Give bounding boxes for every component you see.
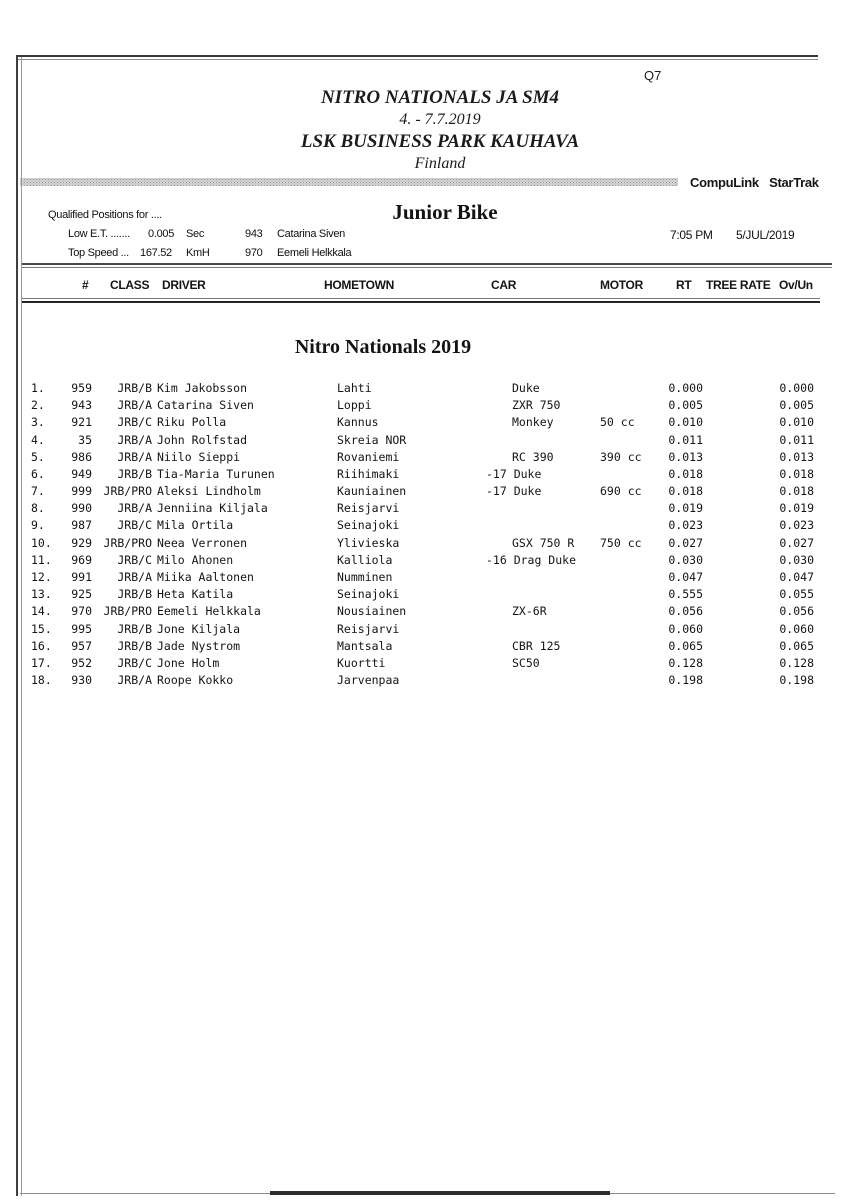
cell-rt: 0.198 xyxy=(668,673,703,688)
cell-ov-un: 0.013 xyxy=(779,449,814,464)
cell-driver: Miika Aaltonen xyxy=(157,569,254,584)
cell-rt: 0.056 xyxy=(668,604,703,619)
cell-class: JRB/C xyxy=(117,655,152,670)
low-et-unit: Sec xyxy=(186,228,205,240)
cell-car: RC 390 xyxy=(512,449,554,464)
cell-hometown: Seinajoki xyxy=(337,518,400,533)
cell-driver: Jade Nystrom xyxy=(157,638,241,653)
cell-rt: 0.023 xyxy=(668,518,703,533)
cell-position: 14. xyxy=(31,604,52,619)
cell-position: 13. xyxy=(31,587,52,602)
cell-hometown: Kauniainen xyxy=(337,484,407,499)
cell-hometown: Rovaniemi xyxy=(337,449,400,464)
cell-rt: 0.555 xyxy=(668,587,703,602)
table-row xyxy=(0,450,848,467)
col-header-class: CLASS xyxy=(110,278,150,292)
cell-class: JRB/PRO xyxy=(103,604,152,619)
cell-hometown: Ylivieska xyxy=(337,535,400,550)
cell-number: 925 xyxy=(71,587,92,602)
cell-ov-un: 0.027 xyxy=(779,535,814,550)
session-date: 5/JUL/2019 xyxy=(736,228,795,242)
cell-class: JRB/A xyxy=(117,569,152,584)
cell-ov-un: 0.010 xyxy=(779,415,814,430)
event-dates: 4. - 7.7.2019 xyxy=(399,111,481,128)
cell-ov-un: 0.047 xyxy=(779,569,814,584)
cell-ov-un: 0.018 xyxy=(779,484,814,499)
low-et-holder-name: Catarina Siven xyxy=(277,228,345,240)
low-et-label: Low E.T. ....... xyxy=(68,228,130,240)
cell-rt: 0.018 xyxy=(668,466,703,481)
cell-driver: Roope Kokko xyxy=(157,673,234,688)
cell-ov-un: 0.019 xyxy=(779,501,814,516)
cell-hometown: Reisjarvi xyxy=(337,621,400,636)
cell-position: 15. xyxy=(31,621,52,636)
cell-motor: 750 cc xyxy=(600,535,642,550)
cell-driver: Jone Holm xyxy=(157,655,220,670)
cell-hometown: Riihimaki xyxy=(337,466,400,481)
cell-car: Monkey xyxy=(512,415,554,430)
cell-class: JRB/C xyxy=(117,552,152,567)
cell-driver: Catarina Siven xyxy=(157,398,254,413)
cell-car: -17 Duke xyxy=(486,484,542,499)
cell-car: ZXR 750 xyxy=(512,398,561,413)
cell-driver: Mila Ortila xyxy=(157,518,234,533)
cell-car: GSX 750 R xyxy=(512,535,575,550)
cell-driver: Jenniina Kiljala xyxy=(157,501,268,516)
cell-ov-un: 0.000 xyxy=(779,381,814,395)
table-row xyxy=(0,656,848,673)
cell-number: 986 xyxy=(71,449,92,464)
cell-ov-un: 0.060 xyxy=(779,621,814,636)
cell-ov-un: 0.030 xyxy=(779,552,814,567)
cell-class: JRB/PRO xyxy=(103,535,152,550)
event-title: NITRO NATIONALS JA SM4 xyxy=(320,87,560,108)
cell-hometown: Nousiainen xyxy=(337,604,407,619)
cell-rt: 0.018 xyxy=(668,484,703,499)
cell-position: 8. xyxy=(31,501,45,516)
cell-driver: Riku Polla xyxy=(157,415,227,430)
cell-class: JRB/B xyxy=(117,621,152,636)
cell-hometown: Skreia NOR xyxy=(337,432,407,447)
cell-number: 999 xyxy=(71,484,92,499)
cell-class: JRB/A xyxy=(117,673,152,688)
top-speed-holder-name: Eemeli Helkkala xyxy=(277,247,352,259)
cell-ov-un: 0.023 xyxy=(779,518,814,533)
cell-hometown: Kalliola xyxy=(337,552,393,567)
cell-ov-un: 0.011 xyxy=(779,432,814,447)
cell-ov-un: 0.198 xyxy=(779,673,814,688)
cell-hometown: Reisjarvi xyxy=(337,501,400,516)
class-title: Junior Bike xyxy=(392,200,498,224)
cell-number: 930 xyxy=(71,673,92,688)
cell-driver: Niilo Sieppi xyxy=(157,449,241,464)
cell-class: JRB/C xyxy=(117,518,152,533)
table-row xyxy=(0,398,848,415)
cell-driver: Aleksi Lindholm xyxy=(157,484,261,499)
cell-hometown: Numminen xyxy=(337,569,393,584)
cell-position: 7. xyxy=(31,484,45,499)
cell-motor: 390 cc xyxy=(600,449,642,464)
cell-class: JRB/C xyxy=(117,415,152,430)
cell-car: ZX-6R xyxy=(512,604,547,619)
cell-position: 17. xyxy=(31,655,52,670)
cell-number: 929 xyxy=(71,535,92,550)
page-bottom-rule-thick xyxy=(270,1191,610,1195)
table-row xyxy=(0,536,848,553)
cell-rt: 0.065 xyxy=(668,638,703,653)
col-header-ov-un: Ov/Un xyxy=(779,278,813,292)
page-top-border-outer xyxy=(18,55,818,57)
cell-number: 995 xyxy=(71,621,92,636)
cell-rt: 0.047 xyxy=(668,569,703,584)
cell-ov-un: 0.018 xyxy=(779,466,814,481)
cell-hometown: Loppi xyxy=(337,398,372,413)
table-row xyxy=(0,639,848,656)
table-row xyxy=(0,501,848,518)
cell-rt: 0.013 xyxy=(668,449,703,464)
cell-rt: 0.005 xyxy=(668,398,703,413)
cell-car: CBR 125 xyxy=(512,638,561,653)
cell-rt: 0.010 xyxy=(668,415,703,430)
table-row xyxy=(0,570,848,587)
cell-number: 957 xyxy=(71,638,92,653)
cell-driver: Jone Kiljala xyxy=(157,621,241,636)
cell-car: -17 Duke xyxy=(486,466,542,481)
cell-hometown: Lahti xyxy=(337,381,372,395)
top-speed-label: Top Speed ... xyxy=(68,247,129,259)
cell-hometown: Kannus xyxy=(337,415,379,430)
top-speed-value: 167.52 xyxy=(140,247,172,259)
col-header-number: # xyxy=(82,278,89,292)
session-time: 7:05 PM xyxy=(670,228,713,242)
cell-position: 12. xyxy=(31,569,52,584)
cell-driver: John Rolfstad xyxy=(157,432,248,447)
cell-number: 949 xyxy=(71,466,92,481)
cell-hometown: Seinajoki xyxy=(337,587,400,602)
results-column-headers xyxy=(0,278,848,292)
table-row xyxy=(0,587,848,604)
timing-brand-logo: CompuLink StarTrak xyxy=(690,175,819,190)
cell-rt: 0.060 xyxy=(668,621,703,636)
cell-position: 6. xyxy=(31,466,45,481)
cell-position: 4. xyxy=(31,432,45,447)
event-country: Finland xyxy=(414,155,466,172)
header-top-rule-2 xyxy=(22,267,832,268)
cell-position: 3. xyxy=(31,415,45,430)
cell-rt: 0.000 xyxy=(668,381,703,395)
cell-number: 987 xyxy=(71,518,92,533)
cell-car: -16 Drag Duke xyxy=(486,552,577,567)
cell-position: 2. xyxy=(31,398,45,413)
table-row xyxy=(0,673,848,690)
cell-hometown: Jarvenpaa xyxy=(337,673,400,688)
cell-number: 970 xyxy=(71,604,92,619)
col-header-car: CAR xyxy=(491,278,517,292)
col-header-driver: DRIVER xyxy=(162,278,206,292)
results-title: Nitro Nationals 2019 xyxy=(294,336,472,358)
cell-position: 10. xyxy=(31,535,52,550)
table-row xyxy=(0,622,848,639)
cell-driver: Kim Jakobsson xyxy=(157,381,248,395)
cell-ov-un: 0.055 xyxy=(779,587,814,602)
table-row xyxy=(0,518,848,535)
cell-number: 959 xyxy=(71,381,92,395)
cell-number: 35 xyxy=(78,432,92,447)
table-row xyxy=(0,604,848,621)
cell-number: 969 xyxy=(71,552,92,567)
cell-class: JRB/B xyxy=(117,381,152,395)
event-header xyxy=(40,87,840,175)
table-row xyxy=(0,433,848,450)
cell-position: 1. xyxy=(31,381,45,395)
table-row xyxy=(0,484,848,501)
cell-class: JRB/A xyxy=(117,432,152,447)
cell-number: 991 xyxy=(71,569,92,584)
cell-position: 16. xyxy=(31,638,52,653)
cell-ov-un: 0.065 xyxy=(779,638,814,653)
cell-class: JRB/A xyxy=(117,501,152,516)
halftone-separator-band xyxy=(20,178,678,186)
cell-rt: 0.128 xyxy=(668,655,703,670)
table-row xyxy=(0,467,848,484)
low-et-value: 0.005 xyxy=(148,228,175,240)
cell-class: JRB/A xyxy=(117,398,152,413)
page-top-border-inner xyxy=(18,59,818,60)
cell-rt: 0.027 xyxy=(668,535,703,550)
cell-car: SC50 xyxy=(512,655,540,670)
cell-number: 921 xyxy=(71,415,92,430)
col-header-hometown: HOMETOWN xyxy=(324,278,395,292)
cell-motor: 690 cc xyxy=(600,484,642,499)
cell-position: 11. xyxy=(31,552,52,567)
cell-rt: 0.030 xyxy=(668,552,703,567)
cell-class: JRB/B xyxy=(117,638,152,653)
col-header-motor: MOTOR xyxy=(600,278,643,292)
top-speed-unit: KmH xyxy=(186,247,210,259)
cell-driver: Tia-Maria Turunen xyxy=(157,466,275,481)
cell-driver: Milo Ahonen xyxy=(157,552,234,567)
qualified-positions-label: Qualified Positions for .... xyxy=(48,209,162,221)
table-row xyxy=(0,381,848,398)
cell-motor: 50 cc xyxy=(600,415,635,430)
cell-position: 9. xyxy=(31,518,45,533)
cell-ov-un: 0.005 xyxy=(779,398,814,413)
col-header-rt: RT xyxy=(676,278,692,292)
cell-number: 990 xyxy=(71,501,92,516)
header-bottom-rule-2 xyxy=(22,301,820,303)
cell-rt: 0.011 xyxy=(668,432,703,447)
col-header-tree-rate: TREE RATE xyxy=(706,278,771,292)
table-row xyxy=(0,415,848,432)
table-row xyxy=(0,553,848,570)
cell-number: 943 xyxy=(71,398,92,413)
cell-ov-un: 0.056 xyxy=(779,604,814,619)
top-speed-holder-number: 970 xyxy=(245,247,263,259)
cell-driver: Eemeli Helkkala xyxy=(157,604,261,619)
cell-class: JRB/B xyxy=(117,466,152,481)
cell-number: 952 xyxy=(71,655,92,670)
cell-rt: 0.019 xyxy=(668,501,703,516)
cell-ov-un: 0.128 xyxy=(779,655,814,670)
page-code: Q7 xyxy=(644,68,662,83)
low-et-holder-number: 943 xyxy=(245,228,263,240)
cell-class: JRB/A xyxy=(117,449,152,464)
cell-class: JRB/PRO xyxy=(103,484,152,499)
event-venue: LSK BUSINESS PARK KAUHAVA xyxy=(300,131,580,152)
cell-position: 18. xyxy=(31,673,52,688)
cell-driver: Heta Katila xyxy=(157,587,234,602)
header-top-rule-1 xyxy=(22,263,832,265)
cell-hometown: Mantsala xyxy=(337,638,393,653)
cell-class: JRB/B xyxy=(117,587,152,602)
cell-car: Duke xyxy=(512,381,540,395)
cell-driver: Neea Verronen xyxy=(157,535,248,550)
cell-position: 5. xyxy=(31,449,45,464)
header-bottom-rule-1 xyxy=(22,298,820,299)
cell-hometown: Kuortti xyxy=(337,655,386,670)
